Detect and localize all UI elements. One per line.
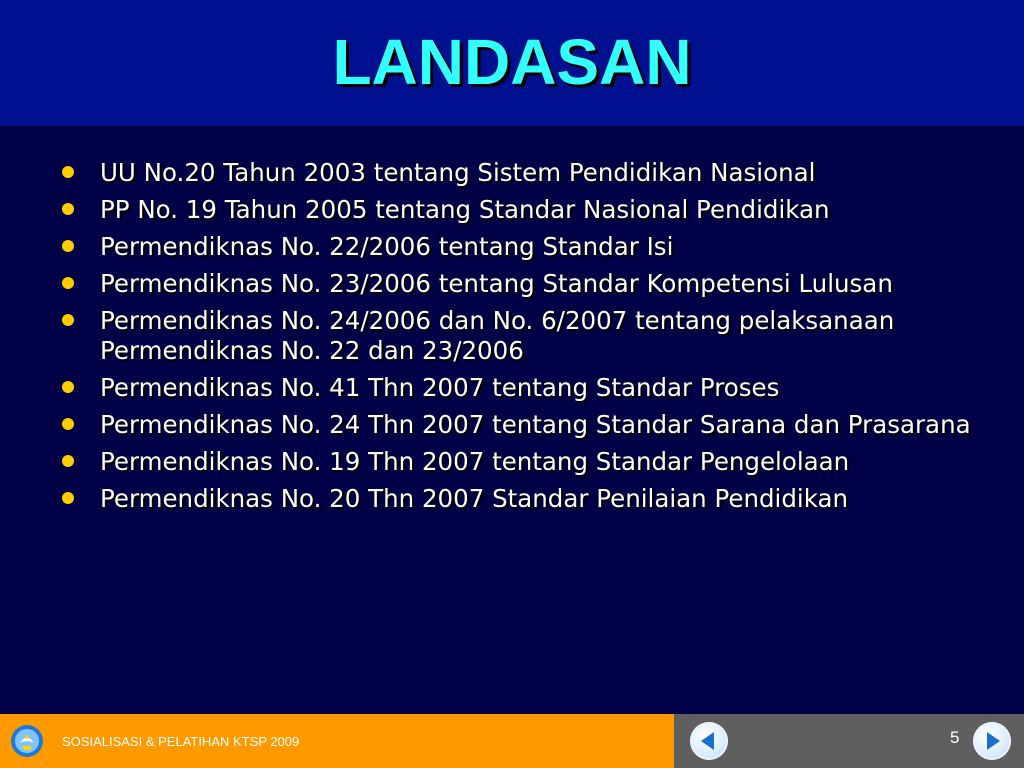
list-item-text: Permendiknas No. 24/2006 dan No. 6/2007 tentang pelaksanaan Permendiknas No. 22 dan 23/2006 bbox=[100, 306, 895, 365]
page-number: 5 bbox=[950, 728, 960, 747]
bullet-icon bbox=[62, 240, 74, 252]
list-item bbox=[60, 195, 1000, 225]
list-item-text: UU No.20 Tahun 2003 tentang Sistem Pendidikan Nasional bbox=[100, 158, 816, 187]
arrow-left-icon bbox=[690, 722, 728, 760]
bullet-icon bbox=[62, 203, 74, 215]
list-item-text: Permendiknas No. 19 Thn 2007 tentang Standar Pengelolaan bbox=[100, 447, 850, 476]
list-item-text: Permendiknas No. 22/2006 tentang Standar Isi bbox=[100, 232, 674, 261]
list-item bbox=[60, 484, 1000, 514]
slide-content bbox=[60, 158, 1000, 521]
previous-slide-button[interactable] bbox=[690, 722, 728, 760]
bullet-icon bbox=[62, 277, 74, 289]
list-item bbox=[60, 232, 1000, 262]
bullet-icon bbox=[62, 492, 74, 504]
bullet-icon bbox=[62, 455, 74, 467]
list-item bbox=[60, 306, 1000, 366]
title-bar bbox=[0, 0, 1024, 126]
footer-orange-band bbox=[0, 714, 674, 768]
bullet-icon bbox=[62, 381, 74, 393]
bullet-icon bbox=[62, 314, 74, 326]
list-item-text: Permendiknas No. 24 Thn 2007 tentang Standar Sarana dan Prasarana bbox=[100, 410, 971, 439]
list-item-text: PP No. 19 Tahun 2005 tentang Standar Nasional Pendidikan bbox=[100, 195, 830, 224]
list-item bbox=[60, 410, 1000, 440]
bullet-icon bbox=[62, 418, 74, 430]
bullet-icon bbox=[62, 166, 74, 178]
list-item bbox=[60, 447, 1000, 477]
footer bbox=[0, 714, 1024, 768]
footer-text: SOSIALISASI & PELATIHAN KTSP 2009 bbox=[62, 734, 300, 749]
slide-title: LANDASAN bbox=[332, 26, 692, 98]
next-slide-button[interactable] bbox=[973, 722, 1011, 760]
bullet-list bbox=[60, 158, 1000, 514]
tut-wuri-handayani-logo-icon bbox=[10, 724, 44, 758]
list-item bbox=[60, 269, 1000, 299]
list-item-text: Permendiknas No. 41 Thn 2007 tentang Standar Proses bbox=[100, 373, 780, 402]
list-item-text: Permendiknas No. 23/2006 tentang Standar Kompetensi Lulusan bbox=[100, 269, 893, 298]
list-item-text: Permendiknas No. 20 Thn 2007 Standar Penilaian Pendidikan bbox=[100, 484, 849, 513]
list-item bbox=[60, 373, 1000, 403]
list-item bbox=[60, 158, 1000, 188]
arrow-right-icon bbox=[973, 722, 1011, 760]
